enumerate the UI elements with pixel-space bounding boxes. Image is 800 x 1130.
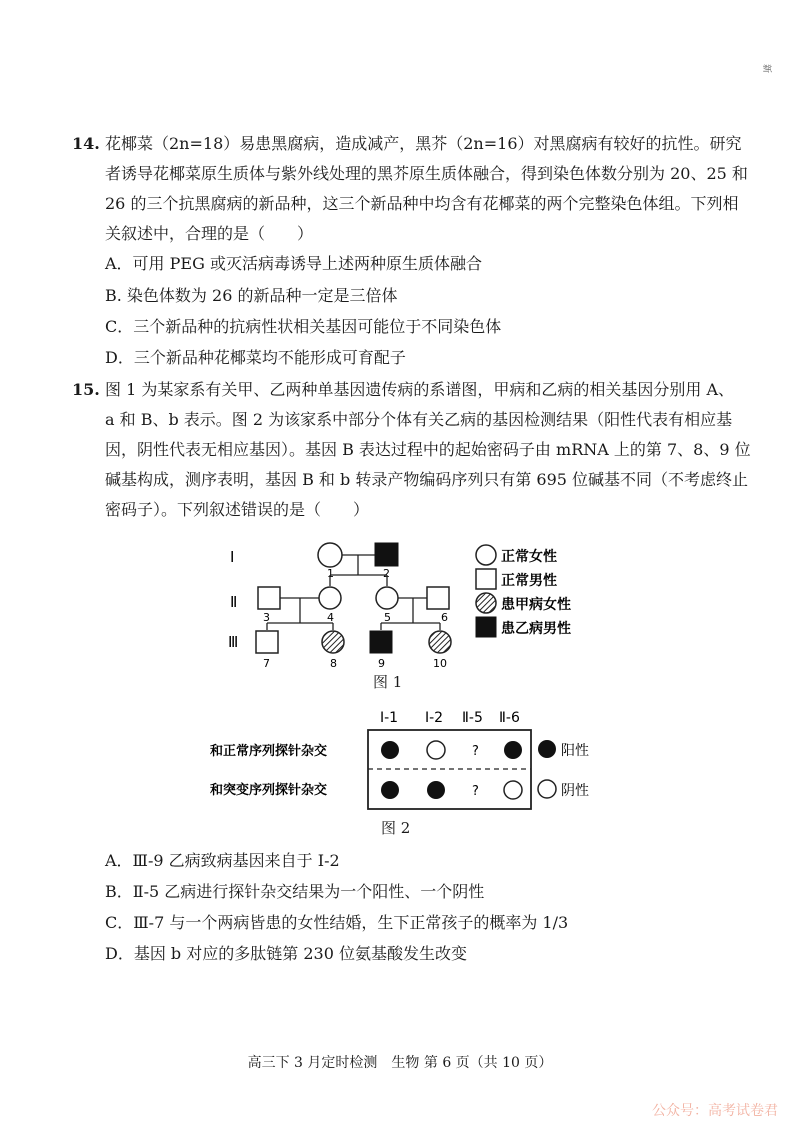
result-positive-mark: [381, 781, 399, 799]
corner-mark: 新: [760, 63, 771, 74]
individual-II-3: [258, 587, 280, 609]
question-text-line: 密码子）。下列叙述错误的是（ ）: [105, 500, 370, 519]
option-d: D．基因 b 对应的多肽链第 230 位氨基酸发生改变: [105, 944, 467, 963]
legend-normal-male-icon: [476, 569, 496, 589]
legend-label: 患乙病男性: [501, 621, 571, 637]
probe-figure: [205, 705, 615, 815]
question-text-line: 因，阴性代表无相应基因）。基因 B 表达过程中的起始密码子由 mRNA 上的第 7、8、9 位: [105, 440, 751, 459]
individual-number: 8: [330, 657, 337, 670]
result-unknown-mark: ?: [472, 784, 479, 799]
option-b: B．Ⅱ-5 乙病进行探针杂交结果为一个阳性、一个阴性: [105, 882, 485, 901]
result-unknown-mark: ?: [472, 744, 479, 759]
option-c: C．Ⅲ-7 与一个两病皆患的女性结婚，生下正常孩子的概率为 1/3: [105, 913, 569, 932]
individual-number: 9: [378, 657, 385, 670]
column-label: Ⅰ-2: [425, 710, 444, 726]
option-d: D．三个新品种花椰菜均不能形成可育配子: [105, 348, 406, 367]
legend-normal-female-icon: [476, 545, 496, 565]
legend-positive-icon: [538, 740, 556, 758]
individual-III-7: [256, 631, 278, 653]
individual-I-1: [318, 543, 342, 567]
option-a: A．Ⅲ-9 乙病致病基因来自于 Ⅰ-2: [105, 851, 340, 870]
legend-label: 正常男性: [501, 573, 557, 589]
individual-II-5: [376, 587, 398, 609]
individual-number: 2: [383, 567, 390, 580]
individual-number: 7: [263, 657, 270, 670]
option-c: C．三个新品种的抗病性状相关基因可能位于不同染色体: [105, 317, 502, 336]
question-text-line: 图 1 为某家系有关甲、乙两种单基因遗传病的系谱图，甲病和乙病的相关基因分别用 A、: [105, 380, 734, 399]
result-negative-mark: [504, 781, 522, 799]
question-number: 15.: [72, 380, 100, 399]
legend-negative-icon: [538, 780, 556, 798]
question-text-line: 26 的三个抗黑腐病的新品种，这三个新品种中均含有花椰菜的两个完整染色体组。下列相: [105, 194, 739, 213]
individual-II-6: [427, 587, 449, 609]
figure-1-caption: 图 1: [373, 673, 403, 691]
question-text-line: 者诱导花椰菜原生质体与紫外线处理的黑芥原生质体融合，得到染色体数分别为 20、25 和: [105, 164, 748, 183]
question-text-line: 关叙述中，合理的是（ ）: [105, 224, 314, 243]
column-label: Ⅱ-6: [499, 710, 520, 726]
page-footer: 高三下 3 月定时检测 生物 第 6 页（共 10 页）: [247, 1055, 553, 1071]
individual-I-2: [375, 543, 398, 566]
pedigree-figure: [215, 535, 615, 695]
legend-label: 正常女性: [501, 549, 557, 565]
legend-affected-a-female-icon: [476, 593, 496, 613]
individual-III-8: [322, 631, 344, 653]
legend-label: 患甲病女性: [501, 597, 571, 613]
question-text-line: a 和 B、b 表示。图 2 为该家系中部分个体有关乙病的基因检测结果（阳性代表有相应基: [105, 410, 733, 429]
option-b: B. 染色体数为 26 的新品种一定是三倍体: [105, 286, 398, 305]
individual-number: 6: [441, 611, 448, 624]
row-label: 和正常序列探针杂交: [210, 744, 328, 759]
generation-label: Ⅲ: [228, 633, 239, 651]
result-positive-mark: [504, 741, 522, 759]
column-label: Ⅱ-5: [462, 710, 483, 726]
figure-2-caption: 图 2: [381, 819, 411, 837]
individual-number: 4: [327, 611, 334, 624]
generation-label: Ⅱ: [230, 593, 238, 611]
legend-label: 阳性: [561, 743, 589, 759]
legend-label: 阴性: [561, 783, 589, 799]
result-positive-mark: [427, 781, 445, 799]
watermark: 公众号：高考试卷君: [652, 1103, 778, 1119]
question-text-line: 碱基构成，测序表明，基因 B 和 b 转录产物编码序列只有第 695 位碱基不同（不考虑终止: [105, 470, 749, 489]
generation-label: Ⅰ: [230, 548, 235, 566]
option-a: A．可用 PEG 或灭活病毒诱导上述两种原生质体融合: [105, 254, 482, 273]
individual-number: 1: [327, 567, 334, 580]
legend-affected-b-male-icon: [476, 617, 496, 637]
result-negative-mark: [427, 741, 445, 759]
column-label: Ⅰ-1: [380, 710, 399, 726]
individual-III-9: [370, 631, 392, 653]
individual-number: 10: [433, 657, 447, 670]
question-text-line: 花椰菜（2n=18）易患黑腐病，造成减产，黑芥（2n=16）对黑腐病有较好的抗性。研究: [105, 134, 742, 153]
row-label: 和突变序列探针杂交: [210, 783, 328, 798]
result-positive-mark: [381, 741, 399, 759]
question-number: 14.: [72, 134, 100, 153]
individual-III-10: [429, 631, 451, 653]
individual-number: 5: [384, 611, 391, 624]
individual-number: 3: [263, 611, 270, 624]
individual-II-4: [319, 587, 341, 609]
